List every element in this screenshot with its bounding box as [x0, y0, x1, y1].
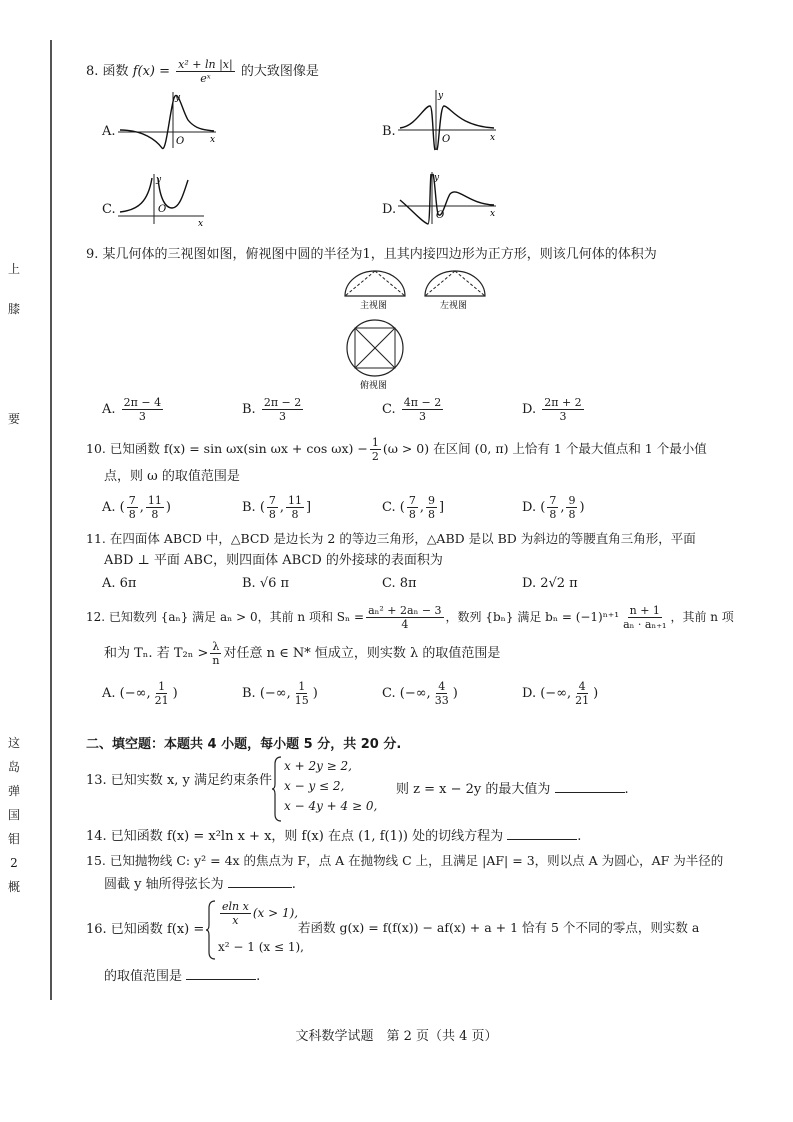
section-heading-fill-in: 二、填空题：本题共 4 小题，每小题 5 分，共 20 分.	[86, 737, 402, 752]
q9-option-a[interactable]: A. $\frac{2\pi - 4}{3}$	[102, 396, 162, 423]
question-16-pre: 16. 已知函数 f(x) =	[86, 922, 205, 937]
margin-char: 概	[7, 880, 20, 894]
q13-constraints: x + 2y ≥ 2, x − y ≤ 2, x − 4y + 4 ≥ 0,	[284, 759, 378, 813]
q14-answer-blank[interactable]	[507, 827, 577, 840]
svg-text:x: x	[210, 135, 216, 145]
q16-case2: x² − 1 (x ≤ 1),	[218, 940, 304, 954]
question-11-line2: ABD ⊥ 平面 ABC，则四面体 ABCD 的外接球的表面积为	[104, 553, 443, 568]
svg-text:y: y	[434, 173, 440, 183]
q12-option-b[interactable]: B. (−∞, $\frac{1}{15}$ )	[242, 680, 318, 707]
question-10-line1: 10. 已知函数 f(x) = sin ωx(sin ωx + cos ωx) − $\frac{1}{2}$ (ω > 0) 在区间 (0, π) 上恰有 1 个最大值点和 1 个最小值	[86, 436, 707, 463]
margin-char: 这	[7, 736, 20, 750]
svg-text:x: x	[490, 133, 496, 143]
q8-option-b-label[interactable]: B.	[382, 124, 396, 139]
margin-char: 钼	[7, 832, 20, 846]
svg-text:y: y	[156, 175, 162, 185]
q11-option-c[interactable]: C. 8π	[382, 576, 417, 591]
q10-option-b[interactable]: B. ( $\frac{7}{8}$ , $\frac{11}{8}$ ]	[242, 494, 312, 521]
binding-margin-line	[50, 40, 52, 1000]
front-view-label: 主视图	[360, 301, 388, 311]
q16-answer-blank[interactable]	[186, 967, 256, 980]
margin-char: 岛	[7, 760, 20, 774]
question-12-line2: 和为 Tₙ. 若 T₂ₙ > $\frac{\lambda}{n}$ 对任意 n ∈ N* 恒成立，则实数 λ 的取值范围是	[104, 640, 501, 667]
q8-graph-b[interactable]	[398, 88, 498, 152]
q16-brace	[206, 900, 216, 960]
q9-option-b[interactable]: B. $\frac{2\pi - 2}{3}$	[242, 396, 302, 423]
svg-text:y: y	[175, 93, 181, 103]
q12-option-a[interactable]: A. (−∞, $\frac{1}{21}$ )	[102, 680, 178, 707]
q9-three-views	[340, 268, 520, 392]
question-9: 9. 某几何体的三视图如图，俯视图中圆的半径为1，且其内接四边形为正方形，则该几何体的体积为	[86, 247, 657, 262]
svg-text:y: y	[438, 91, 444, 101]
q16-case1: $\frac{\text{eln x}}{x}$ (x > 1),	[222, 900, 299, 927]
question-16-post: 若函数 g(x) = f(f(x)) − af(x) + a + 1 恰有 5 个不同的零点，则实数 a	[298, 920, 700, 935]
margin-char: 国	[7, 808, 20, 822]
q8-option-c-label[interactable]: C.	[102, 202, 116, 217]
q8-graph-c[interactable]	[118, 172, 208, 226]
margin-char: 要	[7, 412, 20, 426]
q11-option-b[interactable]: B. √6 π	[242, 576, 290, 591]
svg-text:x: x	[490, 209, 496, 219]
side-view-label: 左视图	[440, 301, 468, 311]
q9-option-c[interactable]: C. $\frac{4\pi - 2}{3}$	[382, 396, 442, 423]
question-16-line2: 的取值范围是 .	[104, 969, 261, 984]
top-view-label: 俯视图	[360, 381, 388, 391]
svg-text:x: x	[198, 219, 204, 226]
q8-graph-d[interactable]	[398, 170, 498, 226]
question-10-line2: 点，则 ω 的取值范围是	[104, 469, 240, 484]
q15-answer-blank[interactable]	[228, 875, 292, 888]
q10-option-a[interactable]: A. ( $\frac{7}{8}$ , $\frac{11}{8}$ )	[102, 494, 171, 521]
q11-option-a[interactable]: A. 6π	[102, 576, 137, 591]
svg-text:O: O	[442, 134, 451, 145]
question-13-pre: 13. 已知实数 x, y 满足约束条件	[86, 773, 273, 788]
q9-option-d[interactable]: D. $\frac{2\pi + 2}{3}$	[522, 396, 582, 423]
question-8: 8. 函数 f(x) = $\frac{\text{x² + ln |x|}}{\text{eˣ}}$ 的大致图像是	[86, 58, 319, 85]
margin-char: 上	[7, 262, 20, 276]
q8-option-a-label[interactable]: A.	[102, 124, 116, 139]
svg-text:O: O	[436, 210, 445, 221]
q11-option-d[interactable]: D. 2√2 π	[522, 576, 578, 591]
q8-option-d-label[interactable]: D.	[382, 202, 397, 217]
question-15-line2: 圆截 y 轴所得弦长为 .	[104, 877, 296, 892]
q12-option-c[interactable]: C. (−∞, $\frac{4}{33}$ )	[382, 680, 458, 707]
margin-char: 弹	[7, 784, 20, 798]
q12-option-d[interactable]: D. (−∞, $\frac{4}{21}$ )	[522, 680, 599, 707]
q10-option-c[interactable]: C. ( $\frac{7}{8}$ , $\frac{9}{8}$ ]	[382, 494, 445, 521]
q10-option-d[interactable]: D. ( $\frac{7}{8}$ , $\frac{9}{8}$ )	[522, 494, 585, 521]
page-footer: 文科数学试题 第 2 页（共 4 页）	[295, 1029, 498, 1044]
question-15-line1: 15. 已知抛物线 C: y² = 4x 的焦点为 F，点 A 在抛物线 C 上，且满足 |AF| = 3，则以点 A 为圆心，AF 为半径的	[86, 853, 724, 868]
q8-graph-a[interactable]	[118, 90, 218, 150]
q13-brace	[272, 756, 282, 822]
question-11-line1: 11. 在四面体 ABCD 中，△BCD 是边长为 2 的等边三角形，△ABD 是以 BD 为斜边的等腰直角三角形，平面	[86, 531, 696, 546]
q8-fraction: $\frac{\text{x² + ln |x|}}{\text{eˣ}}$	[178, 58, 233, 85]
question-13-post: 则 z = x − 2y 的最大值为 .	[396, 782, 629, 797]
margin-char: 膝	[7, 302, 20, 316]
margin-char: 2	[10, 856, 18, 870]
question-12-line1: 12. 已知数列 {aₙ} 满足 aₙ > 0，其前 n 项和 Sₙ = $\frac{\text{aₙ² + 2aₙ − 3}}{4}$ ，数列 {bₙ} 满足 bₙ = (−1)ⁿ⁺¹ $\frac{n + 1}{\text{aₙ · aₙ₊₁}}$ ，其前 n 项	[86, 604, 734, 631]
q13-answer-blank[interactable]	[555, 780, 625, 793]
svg-text:O: O	[176, 136, 185, 147]
question-14: 14. 已知函数 f(x) = x²ln x + x，则 f(x) 在点 (1, f(1)) 处的切线方程为 .	[86, 829, 582, 844]
svg-text:O: O	[158, 204, 167, 215]
